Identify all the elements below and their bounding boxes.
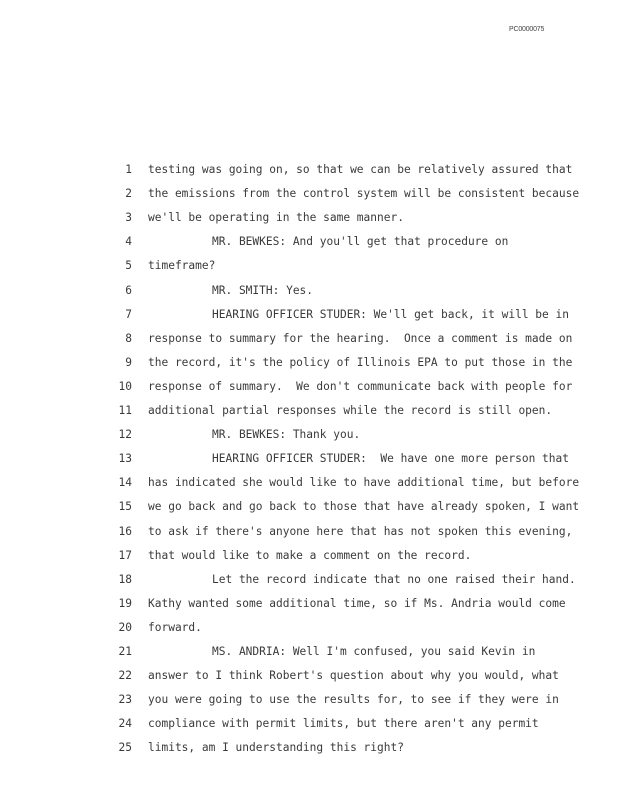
line-text: HEARING OFFICER STUDER: We'll get back, it will be in (212, 307, 569, 321)
transcript-line (0, 690, 618, 710)
line-text: Kathy wanted some additional time, so if Ms. Andria would come (148, 596, 566, 610)
line-text: compliance with permit limits, but there aren't any permit (148, 717, 539, 731)
transcript-line (0, 305, 618, 325)
line-text: answer to I think Robert's question about why you would, what (148, 669, 559, 683)
line-text: we go back and go back to those that have already spoken, I want (148, 500, 580, 514)
line-text: timeframe? (148, 259, 216, 273)
line-number: 23 (118, 693, 132, 707)
transcript-line (0, 714, 618, 734)
line-number: 22 (118, 669, 132, 683)
line-number: 14 (118, 476, 132, 490)
line-text: that would like to make a comment on the record. (148, 548, 472, 562)
page-number: PC0000075 (509, 26, 545, 33)
transcript-line (0, 642, 618, 662)
line-text: HEARING OFFICER STUDER: We have one more person that (212, 452, 569, 466)
transcript-line (0, 401, 618, 421)
line-number: 24 (118, 717, 132, 731)
transcript-line (0, 256, 618, 276)
line-text: additional partial responses while the record is still open. (148, 404, 553, 417)
line-number: 13 (118, 452, 132, 466)
line-text: you were going to use the results for, to see if they were in (148, 693, 559, 707)
transcript-line (0, 522, 618, 542)
line-text: MR. BEWKES: Thank you. (212, 428, 361, 442)
transcript-line (0, 449, 618, 469)
transcript-line (0, 497, 618, 517)
line-text: to ask if there's anyone here that has not spoken this evening, (148, 524, 573, 538)
line-number: 2 (125, 187, 132, 201)
line-number: 7 (125, 307, 132, 321)
line-number: 8 (125, 331, 132, 345)
transcript-line (0, 618, 618, 638)
line-text: the emissions from the control system will be consistent because (148, 187, 580, 201)
transcript-line (0, 232, 618, 252)
line-text: has indicated she would like to have additional time, but before (148, 476, 580, 490)
transcript-line (0, 473, 618, 493)
transcript-line (0, 738, 618, 758)
line-number: 17 (118, 548, 132, 562)
line-number: 5 (125, 259, 132, 273)
line-number: 10 (118, 379, 132, 393)
transcript-line (0, 425, 618, 445)
transcript-line (0, 208, 618, 228)
transcript-line (0, 594, 618, 614)
line-text: the record, it's the policy of Illinois EPA to put those in the (148, 355, 573, 369)
transcript-line (0, 160, 618, 180)
line-number: 1 (125, 163, 132, 176)
line-number: 4 (125, 235, 132, 249)
line-number: 12 (118, 428, 132, 442)
line-text: Let the record indicate that no one raised their hand. (212, 572, 576, 586)
line-text: MR. BEWKES: And you'll get that procedure on (212, 235, 509, 249)
line-number: 18 (118, 572, 132, 586)
line-text: forward. (148, 620, 202, 634)
transcript-line (0, 570, 618, 590)
line-text: MR. SMITH: Yes. (212, 283, 314, 297)
transcript-line (0, 184, 618, 204)
line-text: MS. ANDRIA: Well I'm confused, you said Kevin in (212, 645, 536, 658)
line-number: 25 (118, 741, 132, 755)
line-number: 15 (118, 500, 132, 514)
line-number: 19 (118, 596, 132, 610)
line-number: 20 (118, 620, 132, 634)
transcript-line (0, 666, 618, 686)
line-number: 3 (125, 211, 132, 225)
line-text: limits, am I understanding this right? (148, 741, 404, 755)
transcript-line (0, 377, 618, 397)
line-number: 9 (125, 355, 132, 369)
transcript-line (0, 329, 618, 349)
line-number: 11 (118, 404, 132, 417)
line-text: we'll be operating in the same manner. (148, 211, 404, 225)
line-text: testing was going on, so that we can be relatively assured that (148, 163, 573, 176)
transcript-line (0, 353, 618, 373)
line-number: 21 (118, 645, 132, 658)
line-number: 6 (125, 283, 132, 297)
line-text: response of summary. We don't communicate back with people for (148, 379, 573, 393)
transcript-line (0, 281, 618, 301)
line-number: 16 (118, 524, 132, 538)
transcript-line (0, 546, 618, 566)
line-text: response to summary for the hearing. Once a comment is made on (148, 331, 573, 345)
